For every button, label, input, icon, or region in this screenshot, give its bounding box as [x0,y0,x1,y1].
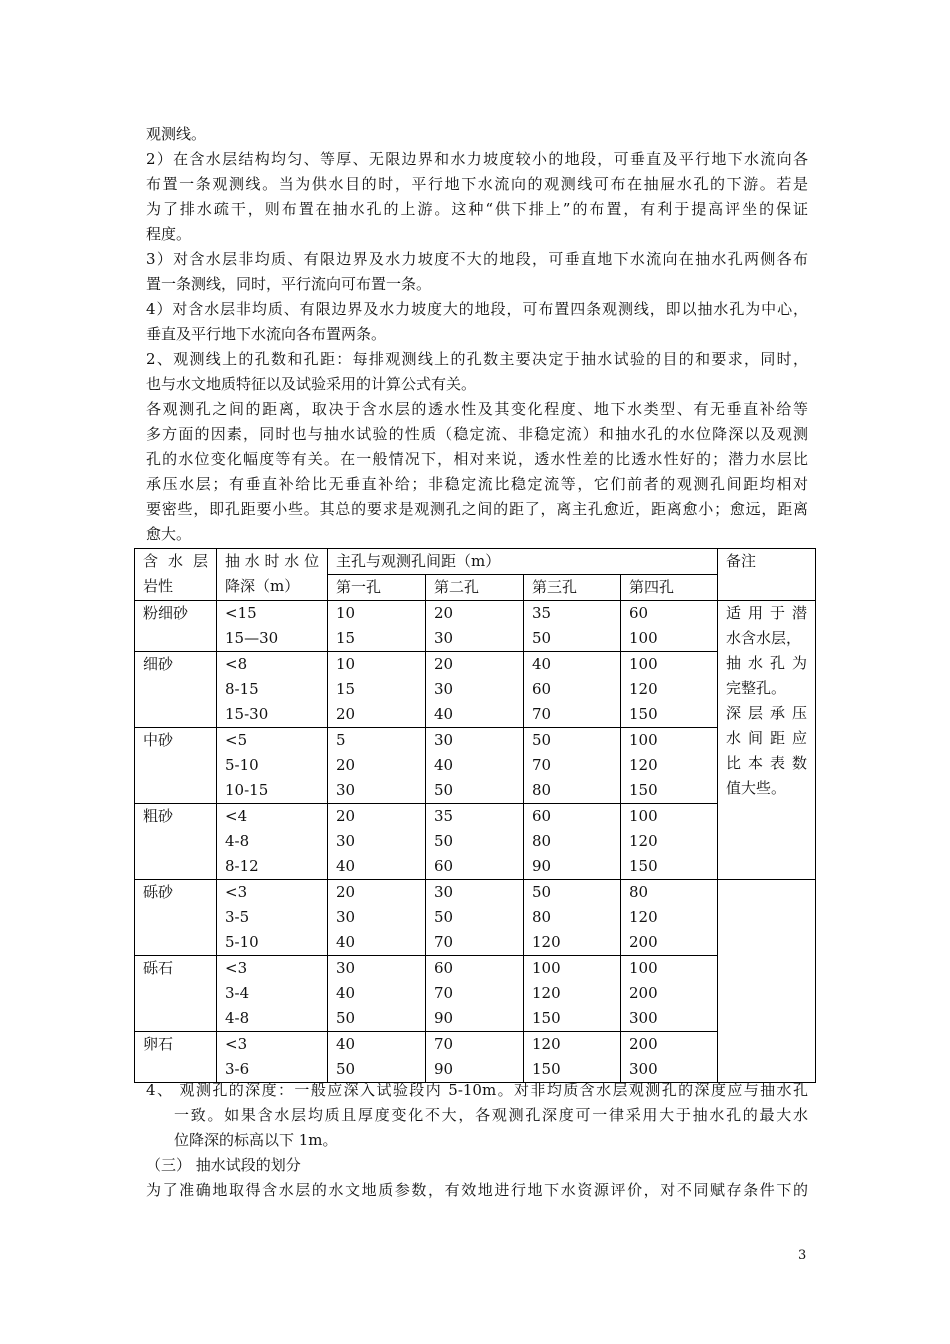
rock-cell: 卵石 [135,1032,217,1083]
header-rock-type [135,549,217,601]
cell-line: 岩性 [143,577,174,595]
section-heading: （三） 抽水试段的划分 [146,1156,301,1174]
cell-line: 15 [336,680,356,698]
table-row [135,1032,816,1083]
cell-line: 4-8 [225,1009,250,1027]
hole2-cell [426,1032,524,1083]
cell-line: 3-6 [225,1060,250,1078]
cell-line: 35 [434,807,454,825]
cell-line: 30 [434,680,454,698]
cell-line: 30 [336,959,356,977]
hole4-cell [621,956,718,1032]
table-row [135,956,816,1032]
text-line: 各观测孔之间的距离，取决于含水层的透水性及其变化程度、地下水类型、有无垂直补给等 [146,400,808,418]
page-number: 3 [798,1248,807,1263]
hole2-cell [426,956,524,1032]
cell-line: 20 [336,883,356,901]
text-line: 也与水文地质特征以及试验采用的计算公式有关。 [146,375,477,393]
cell-line: <5 [225,731,248,749]
cell-line: <15 [225,604,257,622]
header-drawdown [217,549,328,601]
hole1-cell [328,728,426,804]
text-line: 2、观测线上的孔数和孔距：每排观测线上的孔数主要决定于抽水试验的目的和要求，同时， [146,350,808,368]
text-line: 布置一条观测线。当为供水目的时，平行地下水流向的观测线可布在抽屉水孔的下游。若是 [146,175,808,193]
cell-line: 80 [629,883,649,901]
hole3-cell [524,728,621,804]
text-line: 为了排水疏干，则布置在抽水孔的上游。这种“供下排上”的布置，有利于提高评坐的保证 [146,200,808,218]
hole1-cell [328,804,426,880]
table-row [135,804,816,880]
text-line: 为了准确地取得含水层的水文地质参数，有效地进行地下水资源评价，对不同赋存条件下的 [146,1181,808,1199]
cell-line: 10-15 [225,781,269,799]
cell-line: 50 [532,731,552,749]
cell-line: 50 [336,1009,356,1027]
cell-line: 15-30 [225,705,269,723]
hole4-cell [621,880,718,956]
cell-line: 3-5 [225,908,250,926]
text-line: 置一条测线，同时，平行流向可布置一条。 [146,275,432,293]
text-line: 多方面的因素，同时也与抽水试验的性质（稳定流、非稳定流）和抽水孔的水位降深以及观测 [146,425,808,443]
cell-line: 120 [532,933,561,951]
cell-line: 50 [434,908,454,926]
text-line: 一致。如果含水层均质且厚度变化不大，各观测孔深度可一律采用大于抽水孔的最大水 [174,1106,808,1124]
header-note: 备注 [718,549,816,601]
note-cell [718,601,816,880]
hole1-cell [328,1032,426,1083]
cell-line: 100 [532,959,561,977]
cell-line: 3-4 [225,984,250,1002]
cell-line: 20 [336,807,356,825]
hole1-cell [328,956,426,1032]
drawdown-cell [217,956,328,1032]
text-line: 4）对含水层非均质、有限边界及水力坡度大的地段，可布置四条观测线，即以抽水孔为中心， [146,300,808,318]
text-line: 垂直及平行地下水流向各布置两条。 [146,325,387,343]
cell-line: 完整孔。 [726,679,787,697]
header-hole-distance: 主孔与观测孔间距（m） [328,549,718,575]
cell-line: <8 [225,655,248,673]
header-hole-1: 第一孔 [328,575,426,601]
text-line: 4、 观测孔的深度：一般应深入试验段内 5-10m。对非均质含水层观测孔的深度应与抽水孔 [146,1081,808,1099]
cell-line: 150 [532,1060,561,1078]
observation-hole-spacing-table [134,548,816,1083]
cell-line: 200 [629,1035,658,1053]
text-line: 位降深的标高以下 1m。 [174,1131,338,1149]
drawdown-cell [217,728,328,804]
cell-line: 70 [532,756,552,774]
hole3-cell [524,956,621,1032]
cell-line: 150 [629,857,658,875]
note-cell-empty [718,880,816,1083]
text-line: 要密些，即孔距要小些。其总的要求是观测孔之间的距了，离主孔愈近，距离愈小；愈远，距离 [146,500,808,518]
cell-line: 适 用 于 潜 [726,604,808,622]
cell-line: 8-15 [225,680,259,698]
rock-cell: 砾石 [135,956,217,1032]
cell-line: 60 [434,959,454,977]
hole3-cell [524,652,621,728]
cell-line: 40 [532,655,552,673]
cell-line: 100 [629,807,658,825]
rock-cell: 砾砂 [135,880,217,956]
hole4-cell [621,728,718,804]
text-line: 3）对含水层非均质、有限边界及水力坡度不大的地段，可垂直地下水流向在抽水孔两侧各布 [146,250,808,268]
rock-cell: 中砂 [135,728,217,804]
cell-line: 比 本 表 数 [726,754,808,772]
cell-line: 35 [532,604,552,622]
hole3-cell [524,804,621,880]
cell-line: 60 [532,680,552,698]
header-hole-4: 第四孔 [621,575,718,601]
cell-line: 4-8 [225,832,250,850]
cell-line: 30 [336,832,356,850]
cell-line: 300 [629,1060,658,1078]
text-line: 愈大。 [146,525,192,543]
cell-line: 20 [336,705,356,723]
cell-line: 水 间 距 应 [726,729,808,747]
cell-line: 30 [434,883,454,901]
cell-line: 200 [629,933,658,951]
cell-line: 15 [336,629,356,647]
cell-line: 70 [434,933,454,951]
cell-line: 70 [434,1035,454,1053]
cell-line: 40 [434,756,454,774]
cell-line: 5-10 [225,933,259,951]
hole4-cell [621,652,718,728]
cell-line: 80 [532,832,552,850]
cell-line: 40 [336,857,356,875]
header-hole-2: 第二孔 [426,575,524,601]
hole4-cell [621,1032,718,1083]
text-line: 2）在含水层结构均匀、等厚、无限边界和水力坡度较小的地段，可垂直及平行地下水流向各 [146,150,808,168]
cell-line: 5-10 [225,756,259,774]
cell-line: 40 [336,984,356,1002]
rock-cell: 粉细砂 [135,601,217,652]
drawdown-cell [217,804,328,880]
cell-line: 10 [336,604,356,622]
cell-line: 40 [336,933,356,951]
cell-line: 60 [532,807,552,825]
hole2-cell [426,652,524,728]
table-row [135,652,816,728]
hole3-cell [524,1032,621,1083]
cell-line: 50 [336,1060,356,1078]
drawdown-cell [217,601,328,652]
cell-line: 20 [434,655,454,673]
text-line: 孔的水位变化幅度等有关。在一般情况下，相对来说，透水性差的比透水性好的；潜力水层比 [146,450,808,468]
cell-line: 150 [629,781,658,799]
cell-line: 抽 水 时 水 位 [225,552,320,570]
cell-line: <4 [225,807,248,825]
cell-line: 120 [629,832,658,850]
cell-line: 降深（m） [225,577,300,595]
cell-line: 70 [434,984,454,1002]
cell-line: 30 [434,629,454,647]
text-line: 承压水层；有垂直补给比无垂直补给；非稳定流比稳定流等，它们前者的观测孔间距均相对 [146,475,808,493]
cell-line: 80 [532,781,552,799]
cell-line: 120 [629,756,658,774]
cell-line: <3 [225,883,248,901]
cell-line: 120 [629,908,658,926]
cell-line: 30 [336,781,356,799]
cell-line: 150 [532,1009,561,1027]
hole1-cell [328,601,426,652]
cell-line: 50 [434,832,454,850]
cell-line: 40 [336,1035,356,1053]
cell-line: 150 [629,705,658,723]
hole2-cell [426,804,524,880]
cell-line: 15—30 [225,629,279,647]
cell-line: 100 [629,959,658,977]
table-row [135,728,816,804]
drawdown-cell [217,1032,328,1083]
cell-line: 120 [532,984,561,1002]
rock-cell: 细砂 [135,652,217,728]
cell-line: 5 [336,731,346,749]
hole2-cell [426,728,524,804]
text-line: 程度。 [146,225,192,243]
cell-line: 120 [629,680,658,698]
cell-line: 90 [434,1060,454,1078]
cell-line: 60 [434,857,454,875]
hole2-cell [426,880,524,956]
cell-line: 60 [629,604,649,622]
hole1-cell [328,880,426,956]
cell-line: 50 [532,883,552,901]
hole1-cell [328,652,426,728]
text-line: 观测线。 [146,125,207,143]
cell-line: 20 [336,756,356,774]
cell-line: 40 [434,705,454,723]
cell-line: 深 层 承 压 [726,704,808,722]
cell-line: 80 [532,908,552,926]
cell-line: 50 [532,629,552,647]
cell-line: <3 [225,1035,248,1053]
hole4-cell [621,804,718,880]
cell-line: 10 [336,655,356,673]
rock-cell: 粗砂 [135,804,217,880]
cell-line: 含 水 层 [143,552,208,570]
cell-line: 抽 水 孔 为 [726,654,808,672]
cell-line: 值大些。 [726,779,787,797]
cell-line: 300 [629,1009,658,1027]
hole2-cell [426,601,524,652]
cell-line: 70 [532,705,552,723]
hole4-cell [621,601,718,652]
drawdown-cell [217,880,328,956]
hole3-cell [524,601,621,652]
table-header-row [135,549,816,575]
table-row [135,880,816,956]
cell-line: 100 [629,655,658,673]
cell-line: 100 [629,731,658,749]
cell-line: 90 [532,857,552,875]
cell-line: 50 [434,781,454,799]
cell-line: <3 [225,959,248,977]
cell-line: 100 [629,629,658,647]
drawdown-cell [217,652,328,728]
cell-line: 90 [434,1009,454,1027]
cell-line: 8-12 [225,857,259,875]
cell-line: 20 [434,604,454,622]
header-hole-3: 第三孔 [524,575,621,601]
cell-line: 水含水层， [726,629,802,647]
cell-line: 120 [532,1035,561,1053]
table-row [135,601,816,652]
cell-line: 30 [336,908,356,926]
hole3-cell [524,880,621,956]
cell-line: 200 [629,984,658,1002]
cell-line: 30 [434,731,454,749]
